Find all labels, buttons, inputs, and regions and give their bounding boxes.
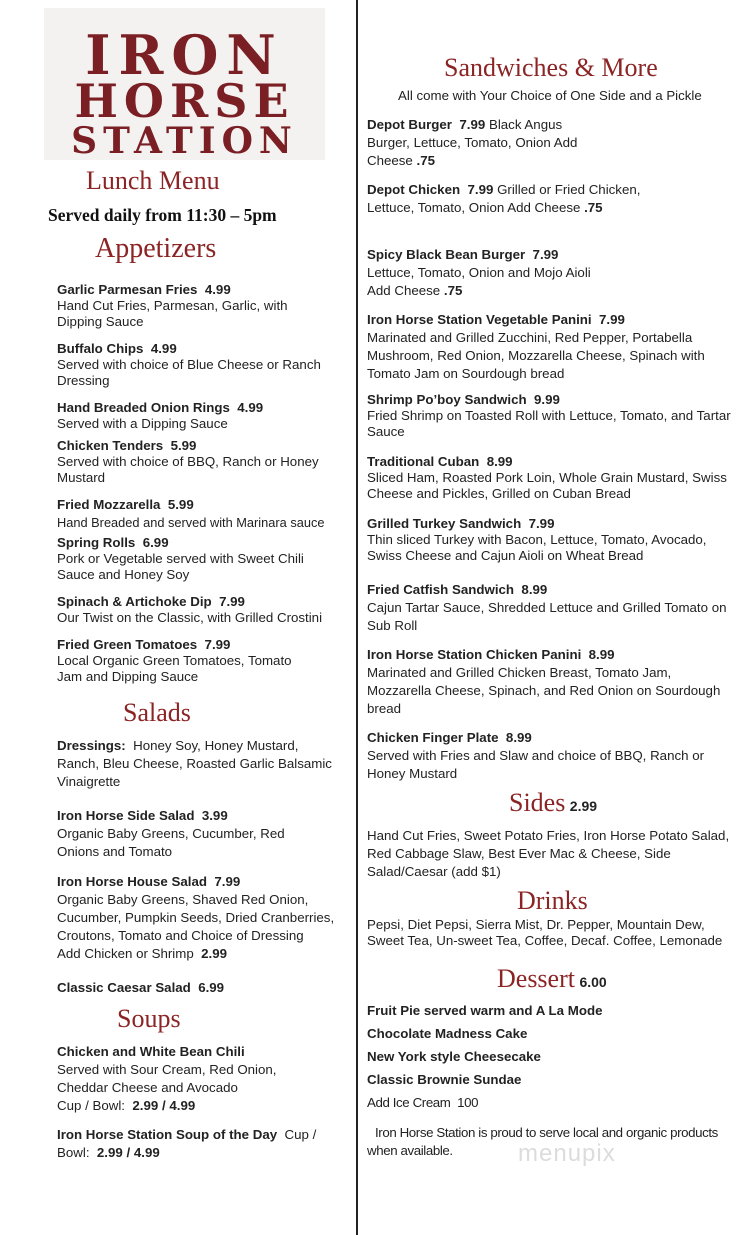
sides-price: 2.99: [569, 798, 598, 814]
item-name: Iron Horse Side Salad: [57, 808, 195, 823]
item-description: Fried Shrimp on Toasted Roll with Lettuce, Tomato, and Tartar Sauce: [367, 408, 731, 439]
cup-bowl-label: Cup / Bowl:: [57, 1098, 125, 1113]
footer-note: Iron Horse Station is proud to serve local and organic products when available.: [367, 1125, 718, 1158]
item-price: 8.99: [521, 582, 548, 597]
item-price: 6.99: [142, 535, 169, 550]
dessert-item: Fruit Pie served warm and A La Mode: [367, 1003, 603, 1018]
item-price: 7.99: [528, 516, 555, 531]
item-name: Spicy Black Bean Burger: [367, 247, 526, 262]
add-ice-cream: [367, 1094, 737, 1112]
dressings-label: Dressings:: [57, 738, 126, 753]
item-price: 8.99: [505, 730, 532, 745]
served-hours: Served daily from 11:30 – 5pm: [48, 205, 277, 225]
item-price: 8.99: [588, 647, 615, 662]
sides-list: Hand Cut Fries, Sweet Potato Fries, Iron Horse Potato Salad, Red Cabbage Slaw, Best Ever Mac & Cheese, Side Salad/Caesar (add $1): [367, 828, 730, 879]
item-name: Depot Chicken: [367, 182, 461, 197]
logo-line-station: STATION: [71, 120, 298, 162]
item-name: Spinach & Artichoke Dip: [57, 594, 212, 609]
item-description: Served with choice of BBQ, Ranch or Honey Mustard: [57, 454, 319, 485]
add-ice-cream-label: Add Ice Cream: [367, 1095, 451, 1110]
dessert-item: Chocolate Madness Cake: [367, 1026, 528, 1041]
item-name: Fried Mozzarella: [57, 497, 161, 512]
menu-item: [57, 400, 322, 432]
dressings-text: Honey Soy, Honey Mustard, Ranch, Bleu Cheese, Roasted Garlic Balsamic Vinaigrette: [57, 738, 332, 789]
menu-item: [57, 341, 322, 389]
menu-item: [57, 438, 337, 486]
item-description: Pork or Vegetable served with Sweet Chili Sauce and Honey Soy: [57, 551, 304, 582]
dessert-item: New York style Cheesecake: [367, 1049, 541, 1064]
item-name: Depot Burger: [367, 117, 452, 132]
item-price: 9.99: [533, 392, 560, 407]
item-price: 7.99: [214, 874, 241, 889]
menu-item: [57, 873, 347, 963]
lunch-menu-title: Lunch Menu: [86, 166, 220, 195]
dessert-item: Classic Brownie Sundae: [367, 1072, 522, 1087]
item-extra-price: .75: [443, 283, 463, 298]
item-name: Hand Breaded Onion Rings: [57, 400, 230, 415]
menu-item: [57, 980, 337, 996]
column-divider: [356, 0, 358, 1235]
item-price: 4.99: [237, 400, 264, 415]
logo-line-horse: HORSE: [74, 74, 295, 128]
cup-bowl-price: 2.99 / 4.99: [96, 1145, 160, 1160]
item-price: 7.99: [459, 117, 486, 132]
menu-item: [367, 311, 717, 383]
menu-item: [57, 594, 347, 626]
menu-item: [57, 497, 352, 531]
item-name: Fried Catfish Sandwich: [367, 582, 515, 597]
menu-item: [367, 392, 745, 440]
appetizers-heading: Appetizers: [95, 233, 217, 264]
salads-heading: Salads: [123, 698, 191, 727]
item-name: Chicken Finger Plate: [367, 730, 499, 745]
dressings-list: [57, 737, 342, 791]
item-name: Spring Rolls: [57, 535, 136, 550]
item-name: Classic Caesar Salad: [57, 980, 191, 995]
item-description: Marinated and Grilled Zucchini, Red Pepper, Portabella Mushroom, Red Onion, Mozzarella Cheese, Spinach with Tomato Jam on Sourdough bread: [367, 330, 705, 381]
menu-item: [367, 516, 737, 564]
item-description: Hand Breaded and served with Marinara sauce: [57, 515, 325, 530]
item-name: Iron Horse Station Chicken Panini: [367, 647, 582, 662]
item-name: Chicken and White Bean Chili: [57, 1044, 245, 1059]
item-price: 7.99: [599, 312, 625, 327]
item-name: Iron Horse House Salad: [57, 874, 207, 889]
item-name: Traditional Cuban: [367, 454, 480, 469]
item-extra-price: .75: [416, 153, 436, 168]
item-price: 4.99: [150, 341, 177, 356]
item-price: 7.99: [219, 594, 245, 609]
menu-item: [57, 1043, 307, 1115]
sides-header: [509, 788, 597, 818]
item-description: Organic Baby Greens, Shaved Red Onion, Cucumber, Pumpkin Seeds, Dried Cranberries, Croutons, Tomato and Choice of Dressing: [57, 892, 335, 943]
addon-text: Add Chicken or Shrimp: [57, 946, 194, 961]
item-price: 4.99: [204, 282, 231, 297]
add-ice-cream-price: 100: [457, 1095, 479, 1110]
sides-heading: Sides: [509, 788, 566, 817]
item-description: Thin sliced Turkey with Bacon, Lettuce, Tomato, Avocado, Swiss Cheese and Cajun Aioli on Wheat Bread: [367, 532, 707, 563]
item-name: Grilled Turkey Sandwich: [367, 516, 522, 531]
dessert-heading: Dessert: [497, 964, 575, 993]
item-extra-price: .75: [584, 200, 603, 215]
drinks-list: Pepsi, Diet Pepsi, Sierra Mist, Dr. Pepper, Mountain Dew, Sweet Tea, Un-sweet Tea, Coffee, Decaf. Coffee, Lemonade: [367, 917, 723, 948]
item-description: Served with choice of Blue Cheese or Ranch Dressing: [57, 357, 321, 388]
menu-item: [57, 637, 317, 685]
item-description: Lettuce, Tomato, Onion and Mojo Aioli Add Cheese: [367, 265, 591, 298]
item-price: 8.99: [486, 454, 513, 469]
item-description: Marinated and Grilled Chicken Breast, Tomato Jam, Mozzarella Cheese, Spinach, and Red Onion on Sourdough bread: [367, 665, 721, 716]
dessert-price: 6.00: [579, 974, 607, 990]
dessert-header: [497, 964, 607, 994]
sandwiches-subheading: All come with Your Choice of One Side and a Pickle: [398, 88, 702, 103]
item-description: Sliced Ham, Roasted Pork Loin, Whole Grain Mustard, Swiss Cheese and Pickles, Grilled on Cuban Bread: [367, 470, 727, 501]
item-description: Served with Fries and Slaw and choice of BBQ, Ranch or Honey Mustard: [367, 748, 705, 781]
menu-item: [367, 246, 607, 300]
drinks-heading: Drinks: [517, 886, 588, 915]
item-name: Chicken Tenders: [57, 438, 164, 453]
cup-bowl-price: 2.99 / 4.99: [132, 1098, 196, 1113]
menu-item: [367, 729, 732, 783]
item-description: Served with Sour Cream, Red Onion, Cheddar Cheese and Avocado: [57, 1062, 277, 1095]
logo-line-iron: IRON: [85, 23, 284, 87]
menu-item: [367, 181, 667, 217]
cup-bowl-label: Cup / Bowl:: [57, 1127, 317, 1160]
item-name: Iron Horse Station Soup of the Day: [57, 1127, 278, 1142]
addon-price: 2.99: [201, 946, 228, 961]
item-price: 5.99: [167, 497, 194, 512]
menu-item: [57, 807, 317, 861]
item-price: 5.99: [170, 438, 197, 453]
item-description: Grilled or Fried Chicken, Lettuce, Tomato, Onion Add Cheese: [367, 182, 641, 215]
item-name: Shrimp Po’boy Sandwich: [367, 392, 527, 407]
item-name: Garlic Parmesan Fries: [57, 282, 198, 297]
item-price: 7.99: [467, 182, 494, 197]
item-name: Fried Green Tomatoes: [57, 637, 198, 652]
item-description: Cajun Tartar Sauce, Shredded Lettuce and Grilled Tomato on Sub Roll: [367, 600, 727, 633]
item-name: Buffalo Chips: [57, 341, 144, 356]
soups-heading: Soups: [117, 1004, 181, 1033]
menu-item: [57, 282, 322, 330]
item-price: 3.99: [201, 808, 228, 823]
menu-item: [367, 646, 739, 718]
item-description: Organic Baby Greens, Cucumber, Red Onions and Tomato: [57, 826, 285, 859]
restaurant-logo: [44, 8, 325, 160]
menu-item: [57, 535, 322, 583]
item-description: Black Angus Burger, Lettuce, Tomato, Onion Add Cheese: [367, 117, 578, 168]
item-price: 7.99: [204, 637, 231, 652]
item-name: Iron Horse Station Vegetable Panini: [367, 312, 592, 327]
item-price: 6.99: [198, 980, 225, 995]
watermark: menupix: [518, 1140, 616, 1167]
menu-item: [367, 454, 745, 502]
item-description: Local Organic Green Tomatoes, Tomato Jam and Dipping Sauce: [57, 653, 292, 684]
menu-item: [367, 581, 742, 635]
item-price: 7.99: [532, 247, 559, 262]
menu-item: [57, 1126, 337, 1162]
menu-item: [367, 116, 607, 170]
item-description: Our Twist on the Classic, with Grilled Crostini: [57, 610, 323, 625]
item-description: Hand Cut Fries, Parmesan, Garlic, with Dipping Sauce: [57, 298, 288, 329]
sandwiches-heading: Sandwiches & More: [444, 53, 658, 82]
item-description: Served with a Dipping Sauce: [57, 416, 228, 431]
